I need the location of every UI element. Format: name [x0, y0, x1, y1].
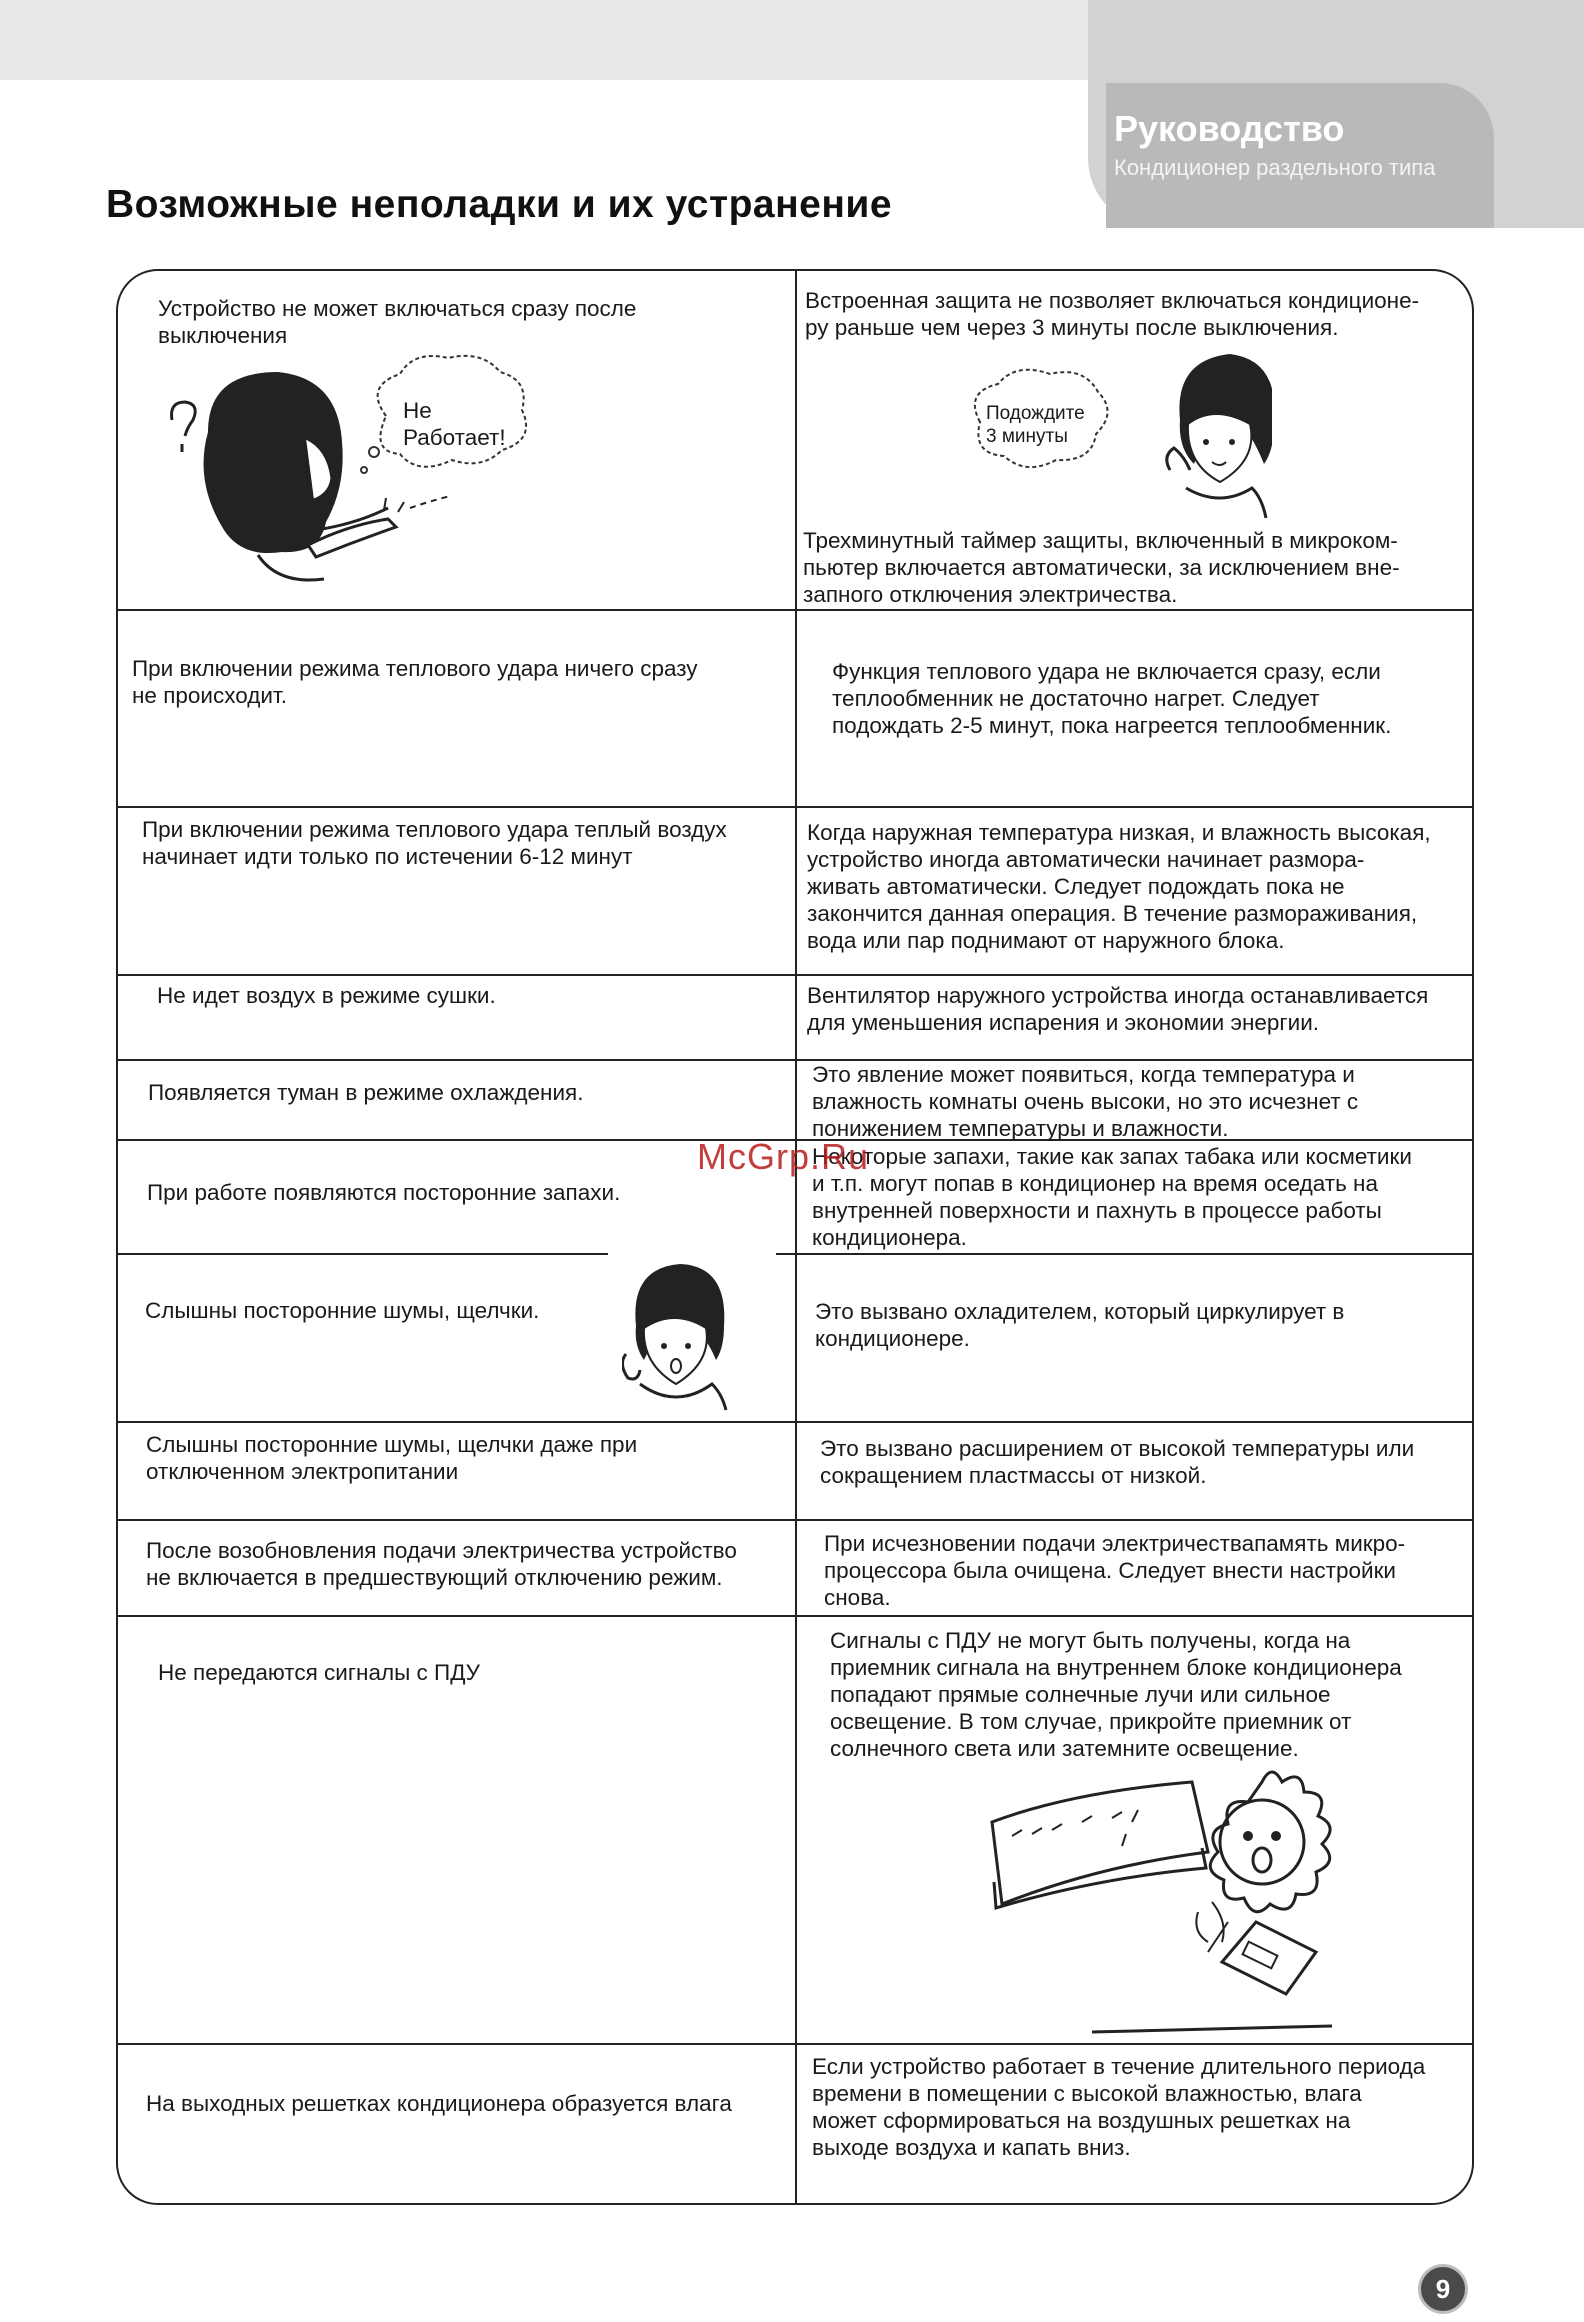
problem-text: При включении режима теплового удара ничего сразу не происходит. [132, 656, 698, 708]
row-divider [117, 806, 1474, 808]
bubble-text: Подождите 3 минуты [986, 403, 1085, 447]
solution-text: Трехминутный таймер защиты, включенный в микроком- пьютер включается автоматически, за исключением вне- запного отключения электричества. [803, 528, 1400, 607]
problem-text: Слышны посторонние шумы, щелчки. [145, 1298, 540, 1323]
solution-text: Когда наружная температура низкая, и влажность высокая, устройство иногда автоматически начинает размора- живать автоматически. Следует подождать пока не закончится данная операция. В течение размораживания, вода или пар поднимают от наружного блока. [807, 820, 1431, 953]
row-divider [117, 609, 1474, 611]
solution-text: Это вызвано расширением от высокой температуры или сокращением пластмассы от низкой. [820, 1436, 1415, 1488]
solution-text: Вентилятор наружного устройства иногда останавливается для уменьшения испарения и экономии энергии. [807, 983, 1429, 1035]
problem-text: При включении режима теплового удара теплый воздух начинает идти только по истечении 6-12 минут [142, 817, 727, 869]
page-title: Возможные неполадки и их устранение [106, 183, 893, 226]
row-divider [117, 1615, 1474, 1617]
problem-text: Появляется туман в режиме охлаждения. [148, 1080, 584, 1105]
problem-text: Устройство не может включаться сразу после выключения [158, 296, 637, 348]
row-divider [117, 1421, 1474, 1423]
solution-text: Если устройство работает в течение длительного периода времени в помещении с высокой влажностью, влага может сформироваться на воздушных решетках на выходе воздуха и капать вниз. [812, 2054, 1426, 2160]
problem-text: При работе появляются посторонние запахи. [147, 1180, 621, 1205]
row-divider [117, 1519, 1474, 1521]
waiting-girl-illustration [1162, 350, 1272, 520]
column-divider [795, 270, 797, 2204]
header-subtitle: Кондиционер раздельного типа [1114, 155, 1436, 180]
problem-text: На выходных решетках кондиционера образуется влага [146, 2091, 732, 2116]
solution-text: При исчезновении подачи электричествапамять микро- процессора была очищена. Следует внести настройки снова. [824, 1531, 1406, 1610]
problem-text: После возобновления подачи электричества устройство не включается в предшествующий отключению режим. [146, 1538, 737, 1590]
page-number: 9 [1418, 2264, 1468, 2314]
watermark: McGrp.Ru [697, 1136, 870, 1177]
row-divider [776, 1253, 1474, 1255]
solution-text: Это явление может появиться, когда температура и влажность комнаты очень высоки, но это исчезнет с понижением температуры и влажности. [812, 1062, 1359, 1141]
problem-text: Не идет воздух в режиме сушки. [157, 983, 496, 1008]
bubble-text: Не Работает! [403, 398, 506, 450]
solution-text: Это вызвано охладителем, который циркулирует в кондиционере. [815, 1299, 1345, 1351]
solution-text: Встроенная защита не позволяет включаться кондиционе- ру раньше чем через 3 минуты после выключения. [805, 288, 1420, 340]
header-title: Руководство [1114, 108, 1345, 149]
solution-text: Некоторые запахи, такие как запах табака или косметики и т.п. могут попав в кондиционер на время оседать на внутренней поверхности и пахнуть в процессе работы кондиционера. [812, 1144, 1412, 1250]
row-divider [117, 974, 1474, 976]
surprised-girl-illustration [622, 1262, 732, 1412]
sunlight-remote-illustration [972, 1762, 1374, 2054]
solution-text: Функция теплового удара не включается сразу, если теплообменник не достаточно нагрет. Следует подождать 2-5 минут, пока нагреется теплообменник. [832, 659, 1392, 738]
solution-text: Сигналы с ПДУ не могут быть получены, когда на приемник сигнала на внутреннем блоке кондиционера попадают прямые солнечные лучи или сильное освещение. В том случае, прикройте приемник от солнечного света или затемните освещение. [830, 1628, 1402, 1761]
problem-text: Слышны посторонние шумы, щелчки даже при отключенном электропитании [146, 1432, 638, 1484]
row-divider [117, 1253, 608, 1255]
problem-text: Не передаются сигналы с ПДУ [158, 1660, 480, 1685]
